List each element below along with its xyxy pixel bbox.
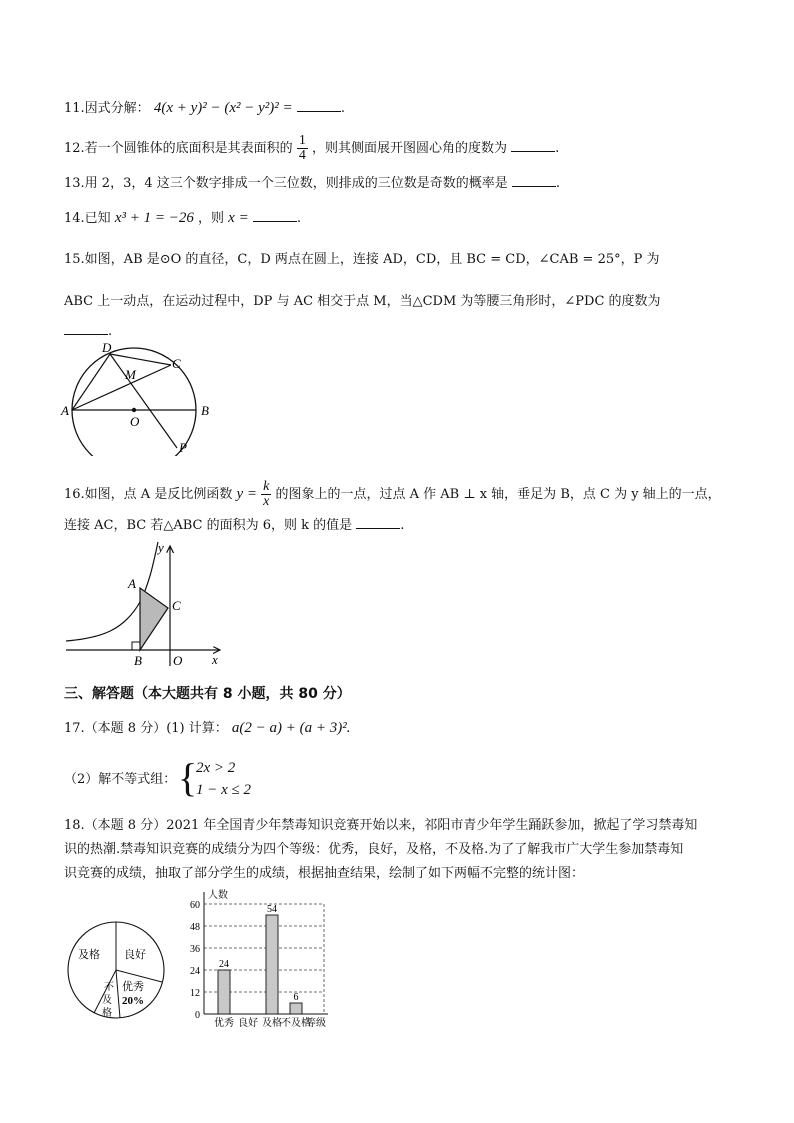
x-tick-label: 良好 bbox=[238, 1018, 258, 1029]
y-tick-label: 0 bbox=[195, 1010, 200, 1021]
q14-variable: x = bbox=[228, 210, 249, 226]
label-c: C bbox=[172, 356, 181, 371]
q16-y: y = bbox=[236, 486, 257, 502]
label-o: O bbox=[173, 653, 183, 668]
question-18-line-3: 识竞赛的成绩，抽取了部分学生的成绩，根据抽查结果，绘制了如下两幅不完整的统计图： bbox=[64, 866, 585, 881]
x-tick-label: 不及格 bbox=[281, 1018, 311, 1029]
pie-label-fail-2: 及 bbox=[102, 995, 112, 1006]
x-tick-label: 优秀 bbox=[214, 1018, 234, 1029]
q11-label: 11.因式分解： bbox=[64, 101, 150, 116]
q12-text-after: ，则其侧面展开图圆心角的度数为 bbox=[311, 141, 507, 156]
answer-blank bbox=[253, 209, 297, 222]
y-tick-label: 24 bbox=[190, 966, 200, 977]
pie-divider-bottom bbox=[116, 970, 120, 1018]
question-17-part-1 bbox=[64, 718, 351, 739]
circle-figure bbox=[58, 338, 218, 456]
system-brace: { bbox=[178, 755, 198, 800]
label-b: B bbox=[201, 403, 209, 418]
y-tick-label: 36 bbox=[190, 944, 200, 955]
pie-label-fail-1: 不 bbox=[104, 982, 114, 993]
q16-line-2-text: 连接 AC，BC 若△ABC 的面积为 6，则 k 的值是 bbox=[64, 518, 353, 533]
q17-part-1-text: 17.（本题 8 分）(1) 计算： bbox=[64, 721, 228, 736]
q12-text-before: 12.若一个圆锥体的底面积是其表面积的 bbox=[64, 141, 293, 156]
label-o: O bbox=[130, 414, 140, 429]
chord-dp bbox=[110, 354, 177, 448]
y-axis-label: 人数 bbox=[208, 890, 228, 901]
bar bbox=[218, 970, 230, 1014]
bar-chart bbox=[182, 882, 342, 1030]
label-m: M bbox=[125, 367, 136, 382]
inequality-1: 2x > 2 bbox=[196, 760, 236, 776]
label-y: y bbox=[158, 540, 164, 555]
pie-label-good: 良好 bbox=[124, 949, 146, 961]
label-a: A bbox=[61, 403, 69, 418]
q13-period: . bbox=[555, 176, 561, 191]
q14-text-before: 14.已知 bbox=[64, 211, 111, 226]
q17-expression: a(2 − a) + (a + 3)². bbox=[231, 720, 351, 736]
center-point bbox=[132, 408, 136, 412]
x-axis-label: 等级 bbox=[306, 1018, 326, 1029]
triangle-abc bbox=[140, 588, 168, 650]
label-p: P bbox=[179, 440, 187, 455]
bar-value-label: 6 bbox=[293, 992, 299, 1003]
label-c: C bbox=[172, 598, 181, 613]
q14-period: . bbox=[296, 211, 301, 226]
q16-period: . bbox=[400, 518, 405, 533]
pie-chart bbox=[64, 918, 168, 1022]
answer-blank bbox=[511, 139, 555, 152]
q14-expression: x³ + 1 = −26 bbox=[114, 210, 194, 226]
question-15-line-2: ABC 上一动点，在运动过程中，DP 与 AC 相交于点 M，当△CDM 为等腰三角形时，∠PDC 的度数为 bbox=[64, 294, 661, 309]
bar bbox=[266, 915, 278, 1014]
answer-blank bbox=[512, 174, 556, 187]
fraction-numerator: k bbox=[263, 479, 270, 494]
x-tick-label: 及格 bbox=[262, 1018, 282, 1029]
pie-label-excellent-pct: 20% bbox=[122, 995, 144, 1007]
pie-label-fail-3: 格 bbox=[102, 1008, 112, 1019]
question-14 bbox=[64, 208, 301, 229]
question-13 bbox=[64, 174, 560, 194]
question-11 bbox=[64, 98, 345, 119]
q12-fraction bbox=[297, 134, 308, 163]
bar-value-label: 24 bbox=[219, 959, 229, 970]
pie-label-excellent: 优秀 bbox=[122, 981, 144, 993]
section-3-heading: 三、解答题（本大题共有 8 小题，共 80 分） bbox=[64, 686, 351, 702]
question-15-line-1: 15.如图，AB 是⊙O 的直径，C，D 两点在圆上，连接 AD，CD，且 BC = CD，∠CAB = 25°，P 为 bbox=[64, 252, 660, 267]
answer-blank bbox=[297, 99, 341, 112]
label-a: A bbox=[128, 576, 136, 591]
chord-dc bbox=[110, 354, 171, 365]
q15-period: . bbox=[108, 324, 113, 339]
label-b: B bbox=[134, 653, 142, 668]
bar bbox=[290, 1003, 302, 1014]
inequality-2: 1 − x ≤ 2 bbox=[196, 782, 252, 798]
answer-blank bbox=[64, 322, 108, 335]
q13-text: 13.用 2，3，4 这三个数字排成一个三位数，则排成的三位数是奇数的概率是 bbox=[64, 176, 508, 191]
y-tick-label: 48 bbox=[190, 922, 200, 933]
question-12 bbox=[64, 134, 559, 163]
fraction-denominator: x bbox=[263, 494, 270, 509]
hyperbola-figure bbox=[62, 540, 227, 670]
fraction-denominator: 4 bbox=[298, 148, 306, 163]
question-18-line-1: 18.（本题 8 分）2021 年全国青少年禁毒知识竞赛开始以来，祁阳市青少年学生踊跃参加，掀起了学习禁毒知 bbox=[64, 818, 698, 833]
q16-text-after: 的图象上的一点，过点 A 作 AB ⊥ x 轴，垂足为 B，点 C 为 y 轴上的一点， bbox=[275, 487, 721, 502]
fraction-numerator: 1 bbox=[298, 133, 306, 148]
question-16-line-2 bbox=[64, 516, 404, 536]
answer-blank bbox=[356, 516, 400, 529]
q16-fraction bbox=[261, 480, 271, 509]
q14-text-mid: ，则 bbox=[198, 211, 225, 226]
y-tick-label: 12 bbox=[190, 988, 200, 999]
pie-label-pass: 及格 bbox=[78, 949, 100, 961]
q16-text-before: 16.如图，点 A 是反比例函数 bbox=[64, 487, 233, 502]
y-tick-label: 60 bbox=[190, 900, 200, 911]
label-x: x bbox=[212, 652, 218, 667]
q11-period: . bbox=[340, 101, 345, 116]
right-angle-mark bbox=[132, 642, 140, 650]
q12-period: . bbox=[555, 141, 560, 156]
question-18-line-2: 识的热潮.禁毒知识竞赛的成绩分为四个等级：优秀，良好，及格，不及格.为了了解我市广大学生参加禁毒知 bbox=[64, 842, 684, 857]
label-d: D bbox=[102, 340, 112, 355]
bar-value-label: 54 bbox=[267, 904, 277, 915]
question-16-line-1 bbox=[64, 480, 721, 509]
q11-expression: 4(x + y)² − (x² − y²)² = bbox=[153, 100, 293, 116]
question-17-part-2: （2）解不等式组： bbox=[64, 772, 177, 787]
